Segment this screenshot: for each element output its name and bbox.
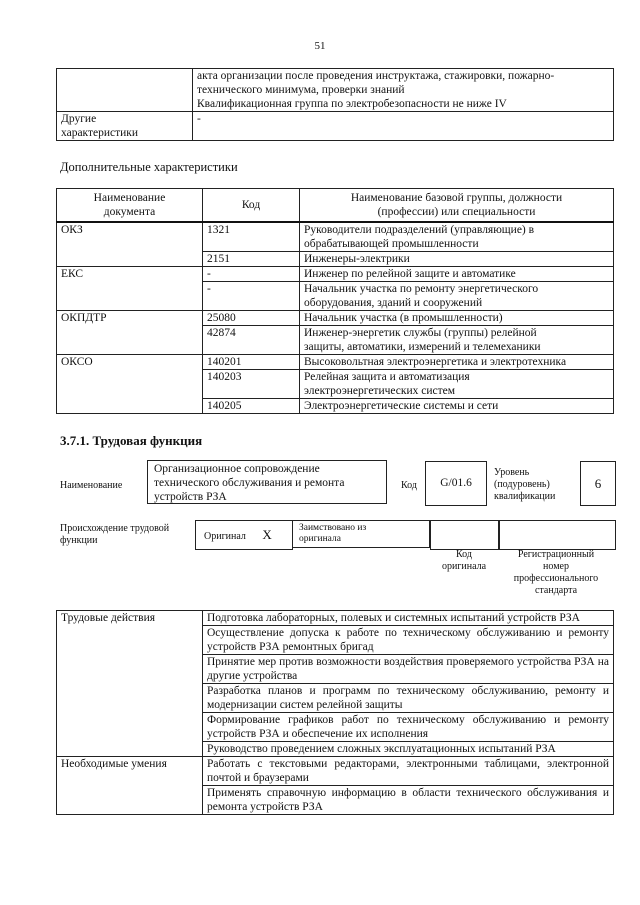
text-line: номер xyxy=(543,561,569,572)
skill-item: Работать с текстовыми редакторами, электронными таблицами, электронной почтой и браузерами xyxy=(203,757,614,786)
text-line: обрабатывающей промышленности xyxy=(304,238,479,250)
text-line: функции xyxy=(60,535,98,546)
table-row xyxy=(57,684,614,713)
reg-number-box xyxy=(498,520,616,550)
table-row xyxy=(57,311,614,326)
code-cell: 1321 xyxy=(203,222,300,252)
text-line: Высоковольтная электроэнергетика и электротехника xyxy=(304,356,567,368)
text-line: Код xyxy=(456,549,472,560)
actions-label: Трудовые действия xyxy=(57,611,203,626)
text-line: оригинала xyxy=(299,534,341,544)
reg-number-caption xyxy=(498,549,614,597)
text-line: Уровень xyxy=(494,467,530,478)
code-cell: 2151 xyxy=(203,252,300,267)
name-label: Наименование xyxy=(60,480,123,491)
table-row xyxy=(57,786,614,815)
text-line: Начальник участка (в промышленности) xyxy=(304,312,503,324)
table-row xyxy=(57,757,614,786)
name-cell xyxy=(300,222,614,252)
name-cell xyxy=(300,399,614,414)
text-line: Наименование xyxy=(93,192,166,204)
text-line: технического обслуживания и ремонта xyxy=(154,477,345,489)
code-cell: - xyxy=(203,282,300,311)
text-line: защиты, автоматики, измерений и телемеханики xyxy=(304,341,541,353)
table-row xyxy=(57,611,614,626)
requirements-cell xyxy=(193,69,614,112)
skills-label: Необходимые умения xyxy=(57,757,203,786)
doc-cell xyxy=(57,370,203,399)
code-original-caption xyxy=(430,549,498,573)
table-row xyxy=(57,326,614,355)
table-row xyxy=(57,626,614,655)
name-cell xyxy=(300,267,614,282)
doc-cell: ЕКС xyxy=(57,267,203,282)
name-cell xyxy=(300,326,614,355)
action-item: Формирование графиков работ по техническому обслуживанию и ремонту устройств РЗА и обеспечение их исполнения xyxy=(203,713,614,742)
text-line: Начальник участка по ремонту энергетического xyxy=(304,283,539,295)
text-line: Заимствовано из xyxy=(299,523,367,533)
text-line: оригинала xyxy=(441,561,487,572)
original-label: Оригинал xyxy=(204,531,246,542)
code-cell: 42874 xyxy=(203,326,300,355)
empty-cell xyxy=(57,713,203,742)
text-line: Релейная защита и автоматизация xyxy=(304,371,470,383)
code-cell: - xyxy=(203,267,300,282)
doc-cell xyxy=(57,326,203,355)
page-number: 51 xyxy=(314,40,326,52)
action-item: Руководство проведением сложных эксплуатационных испытаний РЗА xyxy=(203,742,614,757)
header-document xyxy=(57,189,203,223)
text-line: Регистрационный xyxy=(517,549,595,560)
table-row xyxy=(57,655,614,684)
name-cell xyxy=(300,282,614,311)
text-line: Электроэнергетические системы и сети xyxy=(304,400,499,412)
text-line: Инженеры-электрики xyxy=(304,253,410,265)
empty-cell xyxy=(57,684,203,713)
doc-cell: ОКПДТР xyxy=(57,311,203,326)
name-cell xyxy=(300,370,614,399)
header-name xyxy=(300,189,614,223)
code-label: Код xyxy=(401,480,417,491)
text-line: Инженер-энергетик службы (группы) релейной xyxy=(304,327,537,339)
code-cell: 140205 xyxy=(203,399,300,414)
text-line: Руководители подразделений (управляющие) в xyxy=(304,224,535,236)
original-mark: X xyxy=(262,527,272,542)
table-row xyxy=(57,399,614,414)
original-box xyxy=(195,520,293,550)
text-line: Происхождение трудовой xyxy=(60,523,170,534)
name-cell xyxy=(300,311,614,326)
text-line: Квалификационная группа по электробезопасности не ниже IV xyxy=(197,98,507,110)
other-characteristics-value: - xyxy=(193,112,614,141)
table-row xyxy=(57,252,614,267)
text-line: профессионального xyxy=(513,573,599,584)
name-cell xyxy=(300,252,614,267)
section-title: Дополнительные характеристики xyxy=(60,160,238,174)
code-cell: 25080 xyxy=(203,311,300,326)
action-item: Осуществление допуска к работе по техническому обслуживанию и ремонту устройств РЗА ремонтных бригад xyxy=(203,626,614,655)
code-value-box: G/01.6 xyxy=(425,461,487,506)
text-line: акта организации после проведения инструктажа, стажировки, пожарно- xyxy=(197,70,555,82)
table-row xyxy=(57,222,614,252)
level-value-box: 6 xyxy=(580,461,616,506)
action-item: Разработка планов и программ по техническому обслуживанию, ремонту и модернизации систем релейной защиты xyxy=(203,684,614,713)
text-line: (подуровень) xyxy=(494,479,550,490)
text-line: квалификации xyxy=(494,491,556,502)
empty-cell xyxy=(57,742,203,757)
origin-label xyxy=(60,523,169,547)
empty-cell xyxy=(57,786,203,815)
text-line: Инженер по релейной защите и автоматике xyxy=(304,268,516,280)
code-original-box xyxy=(430,520,500,550)
function-heading: 3.7.1. Трудовая функция xyxy=(60,433,203,448)
name-cell xyxy=(300,355,614,370)
empty-cell xyxy=(57,655,203,684)
action-item: Принятие мер против возможности воздействия проверяемого устройства РЗА на другие устройства xyxy=(203,655,614,684)
text-line: Другие xyxy=(61,113,97,125)
text-line: устройств РЗА xyxy=(154,491,227,503)
text-line: Организационное сопровождение xyxy=(154,463,320,475)
additional-characteristics-table xyxy=(56,188,614,414)
empty-cell xyxy=(57,626,203,655)
table-row xyxy=(57,742,614,757)
text-line: характеристики xyxy=(61,127,139,139)
action-item: Подготовка лабораторных, полевых и системных испытаний устройств РЗА xyxy=(203,611,614,626)
empty-cell xyxy=(57,69,193,112)
header-code: Код xyxy=(203,189,300,223)
function-name-box xyxy=(147,460,387,504)
text-line: стандарта xyxy=(534,585,578,596)
text-line: электроэнергетических систем xyxy=(304,385,456,397)
text-line: (профессии) или специальности xyxy=(377,206,536,218)
text-line: оборудования, зданий и сооружений xyxy=(304,297,483,309)
table-row xyxy=(57,267,614,282)
skill-item: Применять справочную информацию в области технического обслуживания и ремонта устройств РЗА xyxy=(203,786,614,815)
level-label xyxy=(494,467,555,503)
doc-cell: ОКЗ xyxy=(57,222,203,252)
doc-cell xyxy=(57,252,203,267)
table-row xyxy=(57,370,614,399)
other-characteristics-label xyxy=(57,112,193,141)
table-row xyxy=(57,282,614,311)
qualification-table xyxy=(56,68,614,141)
doc-cell xyxy=(57,282,203,311)
code-cell: 140203 xyxy=(203,370,300,399)
table-row xyxy=(57,713,614,742)
function-details-table xyxy=(56,610,614,815)
text-line: Наименование базовой группы, должности xyxy=(350,192,563,204)
code-cell: 140201 xyxy=(203,355,300,370)
doc-cell xyxy=(57,399,203,414)
text-line: документа xyxy=(103,206,156,218)
borrowed-box xyxy=(292,520,430,548)
table-row xyxy=(57,355,614,370)
doc-cell: ОКСО xyxy=(57,355,203,370)
text-line: технического минимума, проверки знаний xyxy=(197,84,405,96)
